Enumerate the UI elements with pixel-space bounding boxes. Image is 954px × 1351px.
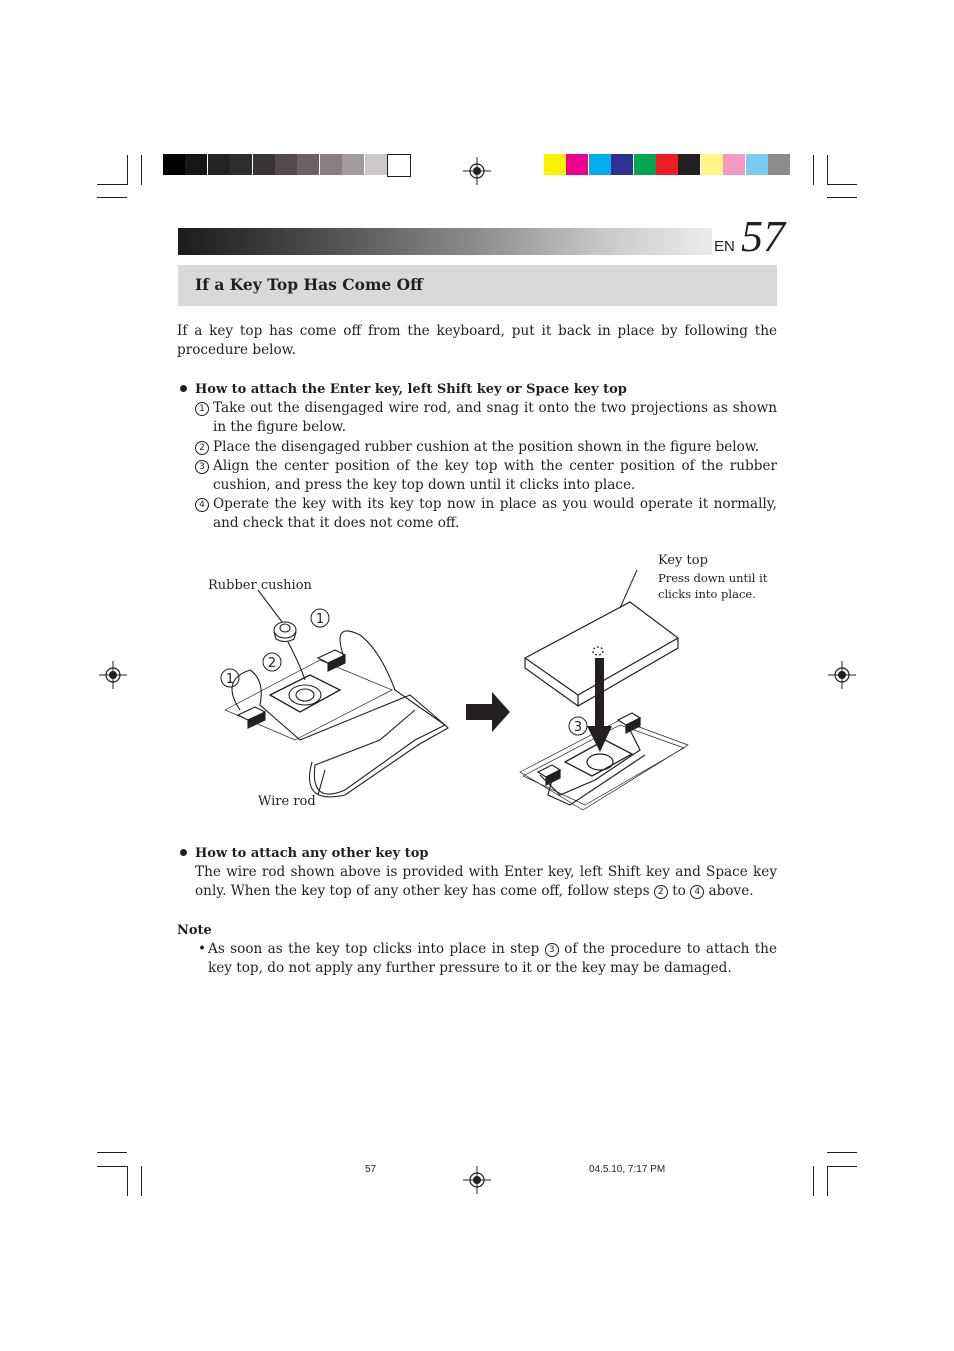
label-rubber-cushion: Rubber cushion — [208, 578, 312, 593]
color-swatch — [589, 154, 611, 175]
label-key-top-note: Press down until it clicks into place. — [658, 571, 768, 601]
callout-2: 2 — [267, 656, 277, 671]
step-text: Place the disengaged rubber cushion at the position shown in the figure below. — [213, 439, 760, 455]
section-title: If a Key Top Has Come Off — [195, 275, 423, 294]
arrow-right-icon — [466, 692, 510, 732]
color-swatch — [701, 154, 723, 175]
bullet-icon — [180, 849, 187, 856]
other-text-mid: to — [672, 883, 686, 899]
gray-swatch — [208, 154, 230, 175]
gray-swatch — [275, 154, 297, 175]
color-swatch — [634, 154, 656, 175]
step-marker: 1 — [195, 402, 209, 416]
gray-swatch — [320, 154, 342, 175]
keyboard-diagram — [200, 540, 700, 830]
step-text: Take out the disengaged wire rod, and snag it onto the two projections as shown in the figure below. — [213, 400, 777, 435]
callout-1-right: 1 — [315, 612, 325, 627]
procedure-other-heading: How to attach any other key top — [195, 846, 429, 861]
color-swatch — [723, 154, 745, 175]
color-swatch — [678, 154, 700, 175]
step-marker: 4 — [195, 498, 209, 512]
step-marker: 2 — [654, 885, 668, 899]
section-title-box — [178, 265, 777, 306]
note-text-before: As soon as the key top clicks into place in step — [208, 941, 540, 957]
label-key-top: Key top — [658, 553, 708, 568]
step-marker: 2 — [195, 441, 209, 455]
gray-swatch — [185, 154, 207, 175]
gray-swatch — [365, 154, 387, 175]
procedure-other-text — [195, 863, 777, 901]
gray-swatch — [297, 154, 319, 175]
registration-mark-top — [463, 157, 491, 185]
note-text — [208, 940, 777, 978]
other-text-before: The wire rod shown above is provided with Enter key, left Shift key and Space key only. When the key top of any other key has come off, follow steps — [195, 864, 777, 899]
gray-swatch — [342, 154, 364, 175]
header-gradient-band — [178, 228, 712, 255]
footer-page-number: 57 — [365, 1164, 377, 1175]
language-code: EN — [714, 238, 735, 255]
step-marker: 3 — [195, 460, 209, 474]
bullet-icon — [180, 385, 187, 392]
gray-swatch — [387, 154, 411, 177]
step-marker: 3 — [545, 943, 559, 957]
color-swatch — [544, 154, 566, 175]
intro-paragraph: If a key top has come off from the keyboard, put it back in place by following the procedure below. — [177, 323, 777, 358]
registration-mark-bottom — [463, 1166, 491, 1194]
note-heading: Note — [177, 923, 212, 938]
color-swatch — [656, 154, 678, 175]
gray-swatch — [163, 154, 185, 175]
procedure-main-heading: How to attach the Enter key, left Shift key or Space key top — [195, 382, 627, 397]
gray-swatch — [253, 154, 275, 175]
callout-3: 3 — [573, 720, 583, 735]
step-marker: 4 — [690, 885, 704, 899]
label-wire-rod: Wire rod — [258, 794, 316, 809]
page-number: 57 — [741, 212, 785, 261]
gray-swatch — [230, 154, 252, 175]
registration-mark-right — [828, 661, 856, 689]
color-swatch — [746, 154, 768, 175]
color-swatch — [611, 154, 633, 175]
step-text: Align the center position of the key top with the center position of the rubber cushion, and press the key top down until it clicks into place. — [213, 458, 777, 493]
note-text-after: of the procedure to attach the key top, do not apply any further pressure to it or the key may be damaged. — [208, 941, 777, 976]
other-text-after: above. — [708, 883, 754, 899]
color-swatch — [566, 154, 588, 175]
registration-mark-left — [99, 661, 127, 689]
step-text: Operate the key with its key top now in place as you would operate it normally, and check that it does not come off. — [213, 496, 777, 531]
color-swatch — [768, 154, 790, 175]
callout-1-left: 1 — [225, 672, 235, 687]
footer-timestamp: 04.5.10, 7:17 PM — [589, 1164, 666, 1175]
note-bullet: • — [198, 941, 207, 957]
